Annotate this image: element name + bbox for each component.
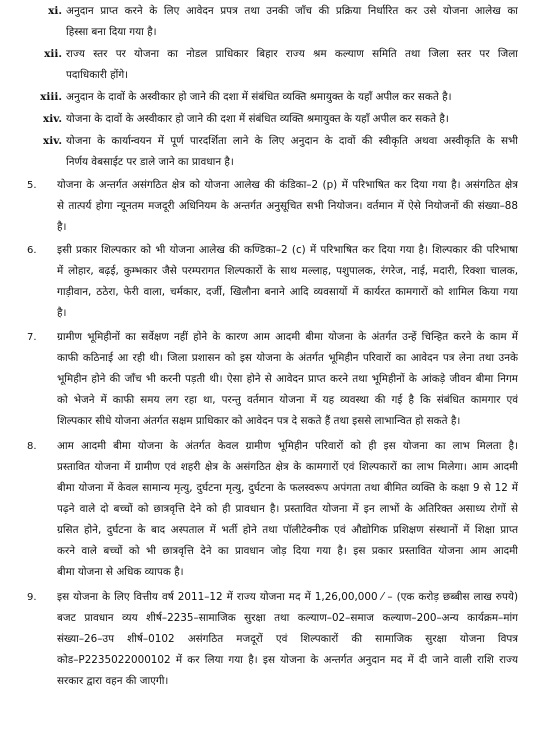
text-line: योजना के अन्तर्गत असंगठित क्षेत्र को योजना आलेख की कंडिका–2 (p) में परिभाषित कर दिया गया है। असंगठित क्षेत्र — [57, 179, 518, 191]
sub-item-text — [66, 109, 518, 130]
text-line: इसी प्रकार शिल्पकार को भी योजना आलेख की कण्डिका–2 (c) में परिभाषित कर दिया गया है। शिल्पकार की परिभाषा — [57, 244, 518, 256]
sub-item-number: xii. — [44, 48, 62, 60]
text-line: राज्य स्तर पर योजना का नोडल प्राधिकार बिहार राज्य श्रम कल्याण समिति तथा जिला स्तर पर जिला — [66, 48, 518, 60]
paragraph-text — [57, 327, 518, 432]
text-line: प्रस्तावित योजना में ग्रामीण एवं शहरी क्षेत्र के असंगठित क्षेत्र के कामगारों एवं शिल्पकारों का लाभ मिलेगा। आम आदमी — [57, 461, 518, 473]
paragraph-text — [57, 175, 518, 238]
paragraph-text — [57, 240, 518, 324]
paragraph-text — [57, 436, 518, 583]
paragraph-text — [57, 587, 518, 692]
sub-item-number: xiii. — [40, 91, 62, 103]
text-line: संख्या–26–उप शीर्ष–0102 असंगठित मजदूरों एवं शिल्पकारों की सामाजिक सुरक्षा योजना विपत्र — [57, 633, 518, 645]
text-line: भूमिहीन होने की जाँच भी करनी पड़ती थी। ऐसा होने से आवेदन प्राप्त करने तथा भूमिहीनों के आंकड़े जीवन बीमा निगम — [57, 373, 518, 385]
paragraph-number: 9. — [27, 592, 37, 603]
sub-item-text — [66, 44, 518, 86]
sub-item-number: xiv. — [43, 135, 62, 147]
text-line: पदाधिकारी होंगे। — [66, 69, 129, 81]
text-line: बजट प्रावधान व्यय शीर्ष–2235–सामाजिक सुरक्षा तथा कल्याण–02–समाज कल्याण–200–अन्य कार्यक्रम–मांग — [57, 612, 518, 624]
text-line: में लोहार, बढ़ई, कुम्भकार जैसे परम्परागत शिल्पकारों के साथ मल्लाह, पशुपालक, रंगरेज, नाई, मदारी, रिक्शा चालक, — [57, 265, 518, 277]
text-line: से तात्पर्य होगा न्यूनतम मजदूरी अधिनियम के अन्तर्गत अनुसूचित सभी नियोजन। वर्तमान में ऐसे नियोजनों की संख्या–88 — [57, 200, 518, 212]
paragraph-number: 6. — [27, 245, 37, 256]
text-line: ग्रसित होने, दुर्घटना के बाद अस्पताल में भर्ती होने तथा पॉलीटेक्नीक एवं औद्योगिक प्रशिक्षण संस्थानों में शिक्षा प्राप्त — [57, 524, 518, 536]
text-line: सरकार द्वारा वहन की जाएगी। — [57, 675, 169, 687]
paragraph-number: 5. — [27, 180, 37, 191]
paragraph-number: 8. — [27, 441, 37, 452]
sub-item-text — [66, 87, 518, 108]
text-line: कोड–P2235022000102 में कर लिया गया है। इस योजना के अन्तर्गत अनुदान मद में दी जाने वाली राशि राज्य — [57, 654, 518, 666]
text-line: शिल्पकार सीधे योजना अंतर्गत सक्षम प्राधिकार को आवेदन पत्र दे सकते हैं तथा इससे लाभान्वित हो सकते है। — [57, 415, 461, 427]
text-line: योजना के कार्यान्वयन में पूर्ण पारदर्शिता लाने के लिए अनुदान के दावों की स्वीकृति अथवा अस्वीकृति के सभी — [66, 135, 518, 147]
text-line: बीमा योजना में केवल सामान्य मृत्यु, दुर्घटना मृत्यु, दुर्घटना के फलस्वरूप अपंगता तथा बीमित व्यक्ति के कक्षा 9 से 12 में — [57, 482, 518, 494]
text-line: है। — [57, 221, 67, 233]
text-line: पढ़ने वाले दो बच्चों को छात्रवृत्ति देने को ही प्रावधान है। प्रस्तावित योजना में इन लाभों के अतिरिक्त असाध्य रोगों से — [57, 503, 518, 515]
text-line: ग्रामीण भूमिहीनों का सर्वेक्षण नहीं होने के कारण आम आदमी बीमा योजना के अंतर्गत उन्हें चिन्हित करने के काम में — [57, 331, 518, 343]
sub-item-number: xiv. — [43, 113, 62, 125]
text-line: योजना के दावों के अस्वीकार हो जाने की दशा में संबंधित व्यक्ति श्रमायुक्त के यहाँ अपील कर सकते है। — [66, 113, 449, 125]
sub-item-text — [66, 1, 518, 43]
text-line: बीमा योजना से अधिक व्यापक है। — [57, 566, 184, 578]
text-line: काफी कठिनाई आ रही थी। जिला प्रशासन को इस योजना के अंतर्गत भूमिहीन परिवारों का आवेदन पत्र लेना तथा उनके — [57, 352, 518, 364]
paragraph-number: 7. — [27, 332, 37, 343]
text-line: करने वाले बच्चों को भी छात्रवृत्ति देने का प्रावधान जोड़ दिया गया है। इस प्रकार प्रस्तावित योजना आम आदमी — [57, 545, 518, 557]
text-line: इस योजना के लिए वित्तीय वर्ष 2011–12 में राज्य योजना मद में 1,26,00,000 ⁄ – (एक करोड़ छब्बीस लाख रुपये) — [57, 591, 518, 603]
text-line: निर्णय वेबसाईट पर डाले जाने का प्रावधान है। — [66, 156, 234, 168]
text-line: है। — [57, 307, 67, 319]
text-line: गाड़ीवान, ठठेरा, फेरी वाला, चर्मकार, दर्जी, खिलौना बनाने आदि व्यवसायों में कार्यरत कामगारों को शामिल किया गया — [57, 286, 518, 298]
text-line: हिस्सा बना दिया गया है। — [66, 26, 157, 38]
sub-item-text — [66, 131, 518, 173]
text-line: आम आदमी बीमा योजना के अंतर्गत केवल ग्रामीण भूमिहीन परिवारों को ही इस योजना का लाभ मिलता है। — [57, 440, 518, 452]
text-line: को भेजने में काफी समय लग रहा था, परन्तु वर्तमान योजना में यह व्यवस्था की गई है कि संबंधित कामगार एवं — [57, 394, 518, 406]
text-line: अनुदान प्राप्त करने के लिए आवेदन प्रपत्र तथा उनकी जाँच की प्रक्रिया निर्धारित कर उसे योजना आलेख का — [66, 5, 518, 17]
text-line: अनुदान के दावों के अस्वीकार हो जाने की दशा में संबंधित व्यक्ति श्रमायुक्त के यहाँ अपील कर सकते है। — [66, 91, 452, 103]
sub-item-number: xi. — [48, 5, 62, 17]
